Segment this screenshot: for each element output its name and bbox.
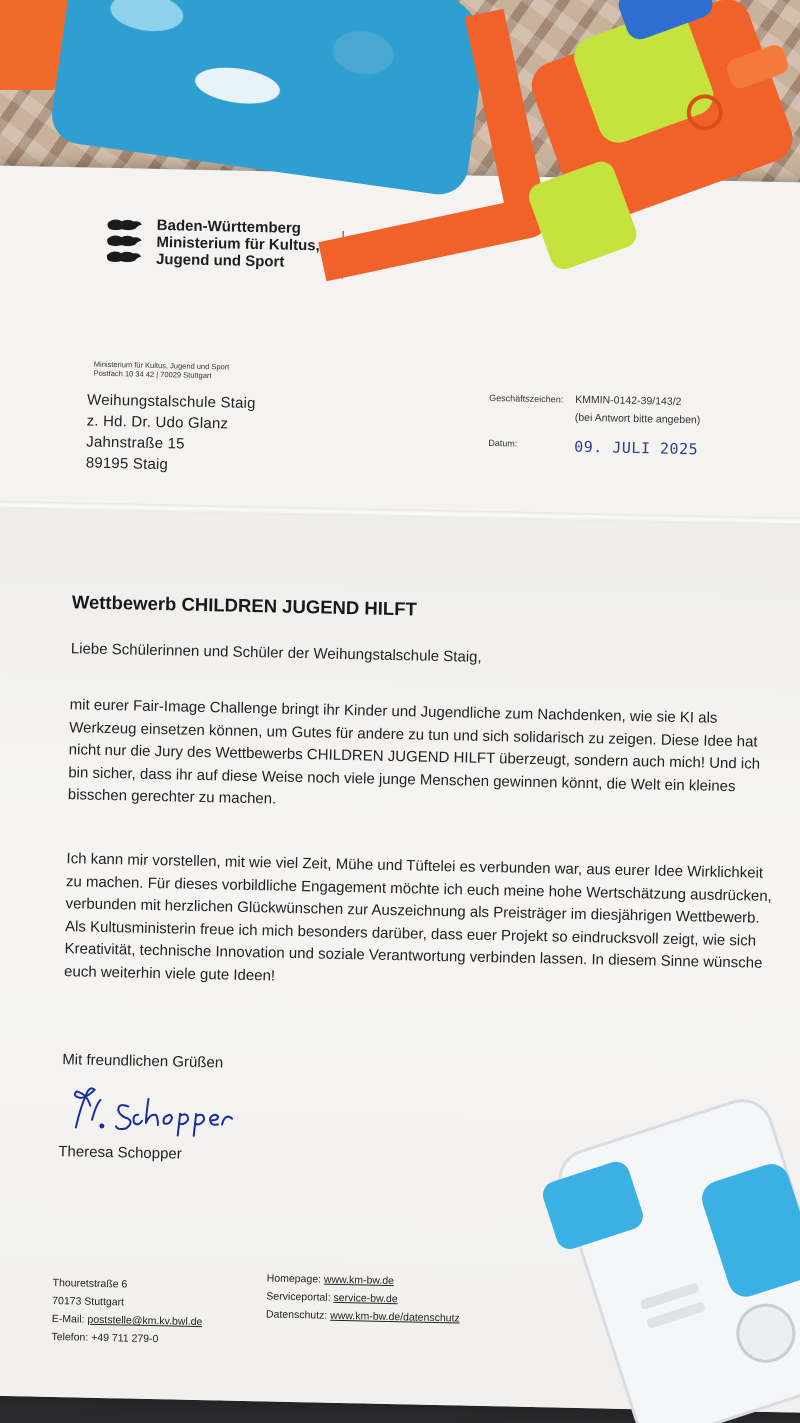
- reference-label: Geschäftszeichen:: [489, 392, 564, 405]
- footer-city: 70173 Stuttgart: [52, 1294, 125, 1309]
- letter-greeting: Liebe Schülerinnen und Schüler der Weihungstalschule Staig,: [70, 640, 482, 666]
- letter-closing: Mit freundlichen Grüßen: [62, 1051, 224, 1072]
- footer-datenschutz: [266, 1305, 460, 1327]
- footer-web-links: [266, 1269, 461, 1327]
- sender-line: Ministerium für Kultus, Jugend und Sport: [93, 359, 230, 372]
- recipient-line: 89195 Staig: [85, 454, 169, 474]
- reference-number: KMMIN-0142-39/143/2: [575, 393, 682, 408]
- footer-serviceportal-label: Serviceportal:: [266, 1290, 331, 1304]
- date-stamp: 09. JULI 2025: [574, 437, 699, 459]
- footer-phone-label: Telefon:: [51, 1330, 89, 1344]
- ministry-role: Ministerin: [354, 235, 415, 253]
- ministry-name-line: Ministerium für Kultus,: [156, 233, 320, 255]
- handwritten-signature: [58, 1079, 239, 1143]
- recipient-address: [86, 390, 256, 478]
- footer-street: Thouretstraße 6: [52, 1276, 128, 1291]
- footer-datenschutz-label: Datenschutz:: [265, 1308, 328, 1322]
- homepage-link[interactable]: www.km-bw.de: [323, 1273, 395, 1288]
- letter-paragraph-2: Ich kann mir vorstellen, mit wie viel Zeit, Mühe und Tüftelei es verbunden war, aus eurer Idee Wirklichkeit zu machen. Für dieses vorbildliche Engagement möchte ich euch meine hohe Wertschätzung ausdrücken, verbunden mit herzlichen Glückwünschen zur Auszeichnung als Preisträger im diesjährigen Wettbewerb. Als Kultusministerin freue ich mich besonders darüber, dass euer Projekt so eindrucksvoll zeigt, wie sich Kreativität, technische Innovation und soziale Verantwortung verbinden lassen. In diesem Sinne wünsche euch weiterhin viele gute Ideen!: [63, 850, 772, 985]
- letter-subject: Wettbewerb CHILDREN JUGEND HILFT: [71, 591, 418, 620]
- serviceportal-link[interactable]: service-bw.de: [333, 1291, 398, 1306]
- signer-name: Theresa Schopper: [58, 1143, 182, 1163]
- sender-line: Postfach 10 34 42 | 70029 Stuttgart: [93, 368, 212, 381]
- ministry-name: [156, 217, 320, 271]
- ministry-name-line: Jugend und Sport: [155, 250, 285, 271]
- footer-phone-number: +49 711 279-0: [91, 1331, 159, 1346]
- recipient-line: Jahnstraße 15: [86, 433, 185, 453]
- footer-contact: [51, 1274, 203, 1349]
- footer-homepage-label: Homepage:: [266, 1272, 322, 1286]
- datenschutz-link[interactable]: www.km-bw.de/datenschutz: [330, 1309, 460, 1325]
- letter-paragraph-1: mit eurer Fair-Image Challenge bringt ihr Kinder und Jugendliche zum Nachdenken, wie sie KI als Werkzeug einsetzen können, um Gutes für andere zu tun und sich solidarisch zu zeigen. Diese Idee hat nicht nur die Jury des Wettbewerbs CHILDREN JUGEND HILFT überzeugt, sondern auch mich! Und ich bin sicher, dass ihr auf diese Weise noch viele junge Menschen gewinnen könnt, die Welt ein kleines bisschen gerechter zu machen.: [67, 696, 761, 808]
- sender-return-address: [94, 360, 230, 381]
- coat-of-arms-lions-icon: [103, 215, 146, 266]
- email-link[interactable]: poststelle@km.kv.bwl.de: [87, 1313, 203, 1329]
- ministry-name-line: Baden-Württemberg: [156, 216, 302, 237]
- footer-phone: [51, 1328, 202, 1349]
- date-label: Datum:: [488, 437, 518, 449]
- footer-email-label: E-Mail:: [51, 1312, 85, 1326]
- recipient-line: Weihungstalschule Staig: [86, 391, 256, 413]
- reference-hint: (bei Antwort bitte angeben): [574, 411, 701, 427]
- recipient-line: z. Hd. Dr. Udo Glanz: [86, 412, 229, 433]
